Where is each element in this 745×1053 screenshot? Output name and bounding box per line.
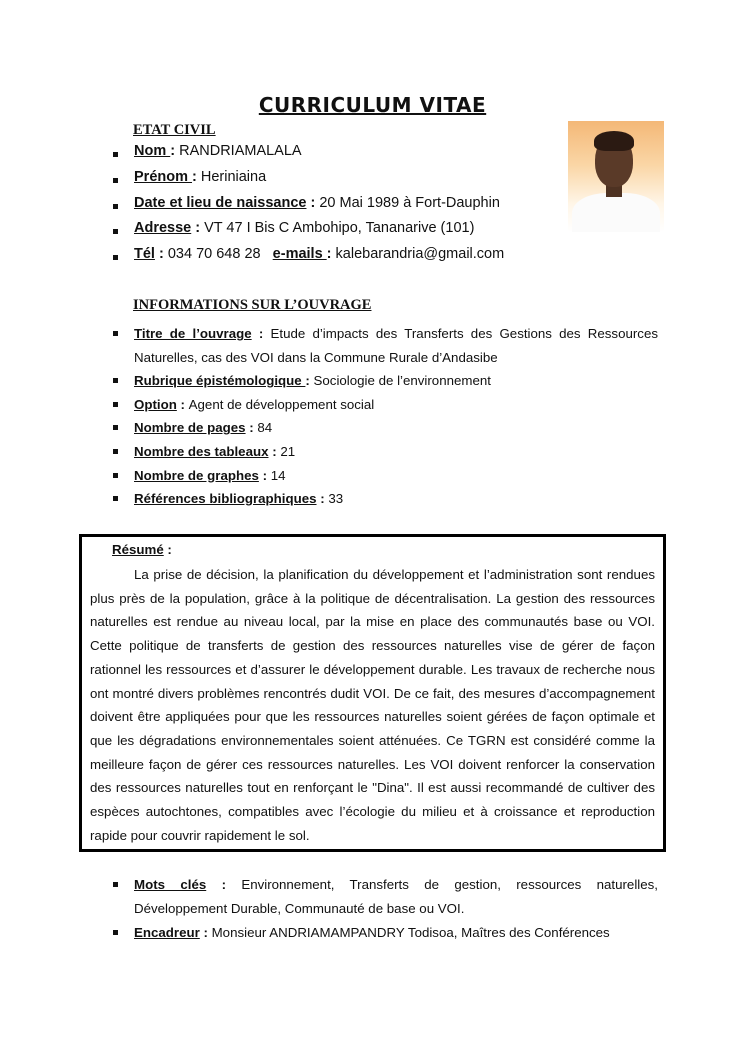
list-item-pages: Nombre de pages : 84 <box>113 416 658 440</box>
encadreur-label: Encadreur <box>134 925 200 940</box>
naissance-label: Date et lieu de naissance <box>134 194 307 211</box>
tableaux-label: Nombre des tableaux <box>134 443 269 459</box>
option-value: Agent de développement social <box>188 396 375 412</box>
footer-list <box>113 873 658 945</box>
list-item-mots-cles: Mots clés : Environnement, Transferts de gestion, ressources naturelles, Développement Durable, Communauté de base ou VOI. <box>113 873 658 921</box>
list-item-rubrique: Rubrique épistémologique : Sociologie de l’environnement <box>113 369 658 393</box>
ouvrage-list <box>113 322 658 511</box>
rubrique-label: Rubrique épistémologique <box>134 373 306 389</box>
naissance-value: 20 Mai 1989 à Fort-Dauphin <box>319 194 500 211</box>
list-item-references: Références bibliographiques : 33 <box>113 487 658 511</box>
prenom-label: Prénom <box>134 168 193 185</box>
prenom-value: Heriniaina <box>200 168 267 185</box>
list-item-naissance: Date et lieu de naissance : 20 Mai 1989 à Fort-Dauphin <box>113 195 658 221</box>
nom-label: Nom <box>134 143 171 159</box>
list-item-tableaux: Nombre des tableaux : 21 <box>113 440 658 464</box>
etat-civil-list <box>113 143 658 272</box>
nom-value: RANDRIAMALALA <box>179 143 302 159</box>
pages-label: Nombre de pages <box>134 420 246 436</box>
tel-label: Tél <box>134 246 155 263</box>
graphes-label: Nombre de graphes <box>134 467 259 483</box>
list-item-tel: Tél : 034 70 648 28 e-mails : kalebarandria@gmail.com <box>113 246 658 272</box>
email-value: kalebarandria@gmail.com <box>335 246 505 263</box>
titre-value: Etude d’impacts des Transferts des Gestions des Ressources Naturelles, cas des VOI dans la Commune Rurale d’Andasibe <box>134 326 658 365</box>
encadreur-value: Monsieur ANDRIAMAMPANDRY Todisoa, Maîtres des Conférences <box>211 925 610 940</box>
pages-value: 84 <box>257 420 273 436</box>
option-label: Option <box>134 396 177 412</box>
resume-heading: Résumé : <box>112 542 172 557</box>
graphes-value: 14 <box>270 467 286 483</box>
references-label: Références bibliographiques <box>134 491 317 507</box>
rubrique-value: Sociologie de l’environnement <box>313 373 491 389</box>
resume-text: La prise de décision, la planification du développement et l’administration sont rendues plus près de la population, grâce à la politique de décentralisation. La gestion des ressources naturelles est rendue au niveau local, par la mise en place des communautés base ou VOI. Cette politique de transferts de gestion des ressources naturelles vise de gérer de façon rationnel les ressources et d’assurer le développement durable. Les travaux de recherche nous ont montré divers problèmes rencontrés dudit VOI. De ce fait, des mesures d’accompagnement doivent être appliquées pour que les ressources naturelles soient gérées de façon optimale et que les dégradations environnementales soient atténuées. Ce TGRN est considéré comme la meilleure façon de gérer ces ressources naturelles. Les VOI doivent renforcer la conservation des ressources naturelles tout en renforçant le "Dina". Il est aussi recommandé de cultiver des espèces autochtones, compatibles avec l’écologie du milieu et à croissance et reproduction rapide pour couvrir rapidement le sol. <box>90 567 655 843</box>
list-item-encadreur: Encadreur : Monsieur ANDRIAMAMPANDRY Todisoa, Maîtres des Conférences <box>113 921 658 945</box>
list-item-adresse: Adresse : VT 47 I Bis C Ambohipo, Tananarive (101) <box>113 220 658 246</box>
mots-cles-value: Environnement, Transferts de gestion, ressources naturelles, Développement Durable, Communauté de base ou VOI. <box>134 877 658 916</box>
document-title: CURRICULUM VITAE <box>258 93 487 117</box>
resume-label: Résumé <box>112 542 164 557</box>
adresse-label: Adresse <box>134 220 192 237</box>
list-item-nom: Nom : RANDRIAMALALA <box>113 143 658 169</box>
email-label: e-mails <box>272 246 327 263</box>
list-item-prenom: Prénom : Heriniaina <box>113 169 658 195</box>
tel-value: 034 70 648 28 <box>167 246 261 263</box>
adresse-value: VT 47 I Bis C Ambohipo, Tananarive (101) <box>204 220 475 237</box>
etat-civil-heading: ETAT CIVIL <box>133 122 216 138</box>
resume-box <box>79 534 666 852</box>
mots-cles-label: Mots clés <box>134 877 207 892</box>
ouvrage-heading: INFORMATIONS SUR L’OUVRAGE <box>133 297 372 313</box>
list-item-titre: Titre de l’ouvrage : Etude d’impacts des Transferts des Gestions des Ressources Naturelles, cas des VOI dans la Commune Rurale d’Andasibe <box>113 322 658 369</box>
list-item-option: Option : Agent de développement social <box>113 393 658 417</box>
titre-label: Titre de l’ouvrage <box>134 326 252 341</box>
list-item-graphes: Nombre de graphes : 14 <box>113 464 658 488</box>
references-value: 33 <box>328 491 344 507</box>
tableaux-value: 21 <box>280 443 296 459</box>
